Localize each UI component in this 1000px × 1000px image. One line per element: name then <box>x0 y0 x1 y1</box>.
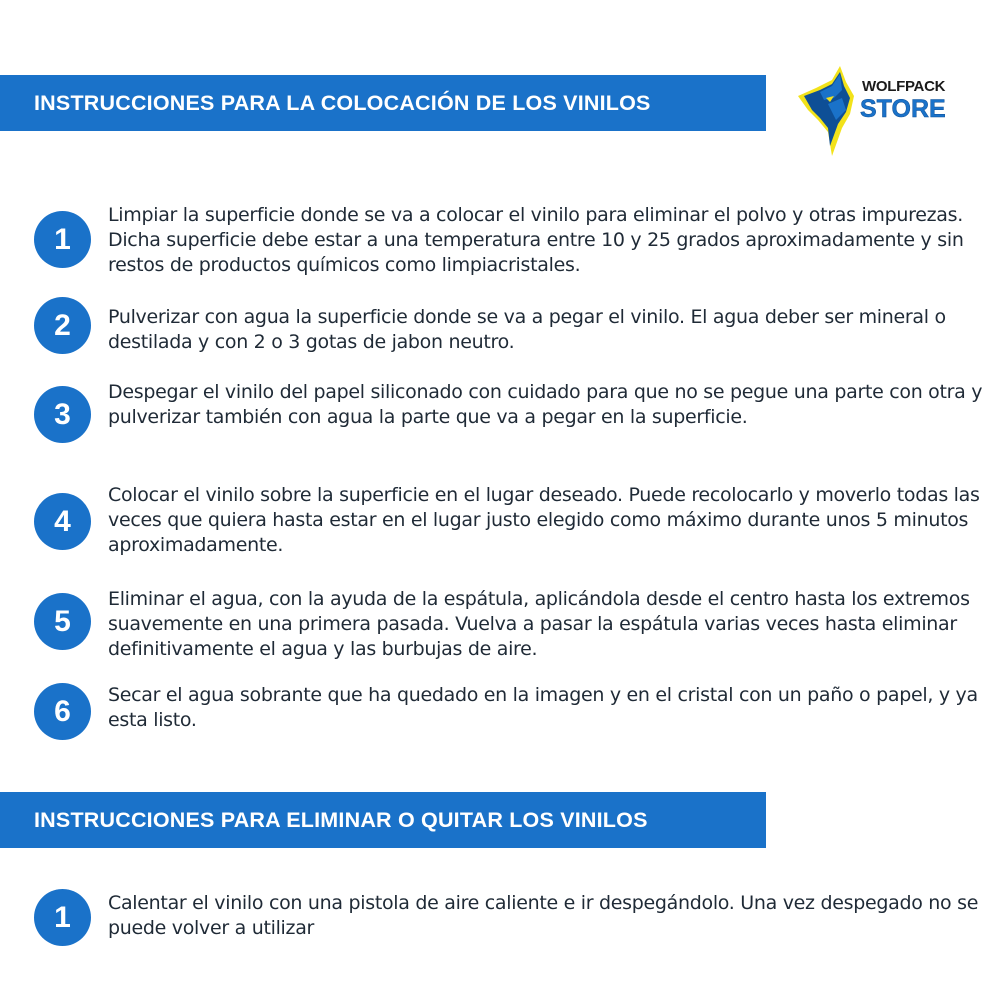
step-text: Limpiar la superficie donde se va a colocar el vinilo para eliminar el polvo y otras impurezas. Dicha superficie debe estar a una temperatura entre 10 y 25 grados aproximadamente y sin restos de productos químicos como limpiacristales. <box>108 204 964 276</box>
placement-heading: INSTRUCCIONES PARA LA COLOCACIÓN DE LOS VINILOS <box>34 90 651 115</box>
logo-text-store: STORE <box>860 95 946 123</box>
step-text: Colocar el vinilo sobre la superficie en el lugar deseado. Puede recolocarlo y moverlo todas las veces que quiera hasta estar en el lugar justo elegido como máximo durante unos 5 minutos aproximadamente. <box>108 484 980 556</box>
step-text: Calentar el vinilo con una pistola de aire caliente e ir despegándolo. Una vez despegado no se puede volver a utilizar <box>108 892 979 939</box>
step-number-badge: 1 <box>34 889 91 946</box>
step-text: Eliminar el agua, con la ayuda de la espátula, aplicándola desde el centro hasta los extremos suavemente en una primera pasada. Vuelva a pasar la espátula varias veces hasta eliminar definitivamente el agua y las burbujas de aire. <box>108 588 970 660</box>
placement-heading-banner <box>0 75 766 131</box>
step-number-badge: 1 <box>34 211 91 268</box>
step-number-badge: 3 <box>34 386 91 443</box>
step-number-badge: 5 <box>34 593 91 650</box>
removal-heading: INSTRUCCIONES PARA ELIMINAR O QUITAR LOS VINILOS <box>34 807 648 832</box>
step-text: Secar el agua sobrante que ha quedado en la imagen y en el cristal con un paño o papel, y ya esta listo. <box>108 684 978 731</box>
removal-heading-banner <box>0 792 766 848</box>
step-number-badge: 4 <box>34 493 91 550</box>
step-number-badge: 2 <box>34 297 91 354</box>
step-number-badge: 6 <box>34 683 91 740</box>
logo-text-wolfpack: WOLFPACK <box>862 78 946 95</box>
step-text: Despegar el vinilo del papel siliconado con cuidado para que no se pegue una parte con otra y pulverizar también con agua la parte que va a pegar en la superficie. <box>108 381 983 428</box>
step-text: Pulverizar con agua la superficie donde se va a pegar el vinilo. El agua deber ser mineral o destilada y con 2 o 3 gotas de jabon neutro. <box>108 306 946 353</box>
